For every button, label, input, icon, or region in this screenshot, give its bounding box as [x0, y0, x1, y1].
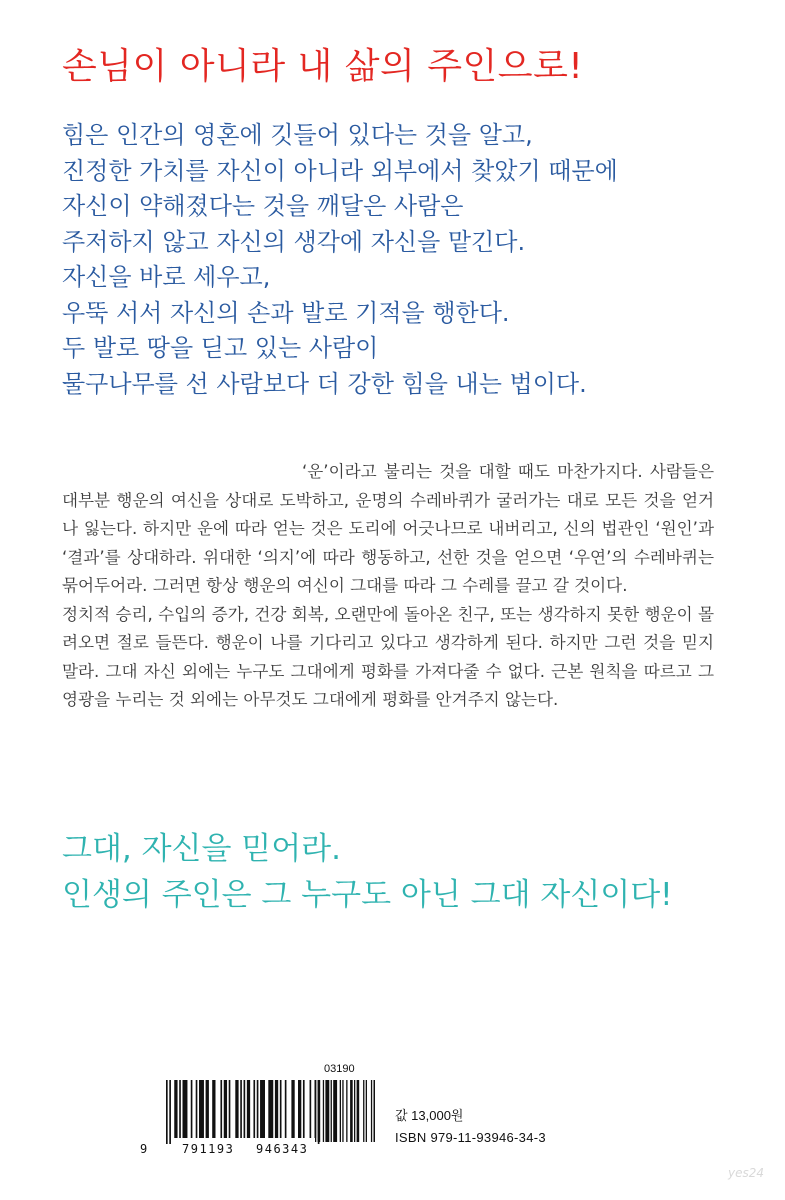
poem-line: 두 발로 땅을 딛고 있는 사람이 — [62, 334, 379, 362]
barcode-main-bars — [166, 1080, 322, 1138]
barcode-left-digits: 791193 — [182, 1142, 235, 1156]
closing-line: 그대, 자신을 믿어라. — [62, 831, 341, 867]
barcode-bar — [303, 1080, 305, 1138]
poem-line: 진정한 가치를 자신이 아니라 외부에서 찾았기 때문에 — [62, 156, 618, 185]
barcode-addon-number: 03190 — [324, 1063, 355, 1075]
barcode-bar — [235, 1080, 238, 1138]
barcode-bar — [285, 1080, 287, 1138]
isbn-number: ISBN 979-11-93946-34-3 — [395, 1130, 546, 1145]
barcode-bar — [196, 1080, 198, 1138]
barcode-lead-digit: 9 — [140, 1142, 148, 1156]
poem-line: 자신이 약해졌다는 것을 깨달은 사람은 — [62, 192, 464, 220]
barcode-bar — [333, 1080, 337, 1142]
poem — [62, 118, 618, 402]
poem-line: 힘은 인간의 영혼에 깃들어 있다는 것을 알고, — [62, 121, 533, 149]
poem-line: 자신을 바로 세우고, — [62, 263, 271, 291]
poem-line: 우뚝 서서 자신의 손과 발로 기적을 행한다. — [62, 298, 510, 327]
barcode-bar — [220, 1080, 222, 1138]
closing-line: 인생의 주인은 그 누구도 아닌 그대 자신이다! — [62, 877, 673, 913]
headline: 손님이 아니라 내 삶의 주인으로! — [62, 46, 584, 87]
price: 값 13,000원 — [395, 1108, 464, 1123]
prose-paragraph: ‘운’이라고 불리는 것을 대할 때도 마찬가지다. 사람들은 대부분 행운의 여신을 상대로 도박하고, 운명의 수레바퀴가 굴러가는 대로 모든 것을 얻거나 잃는다. 하지만 운에 따라 얻는 것은 도리에 어긋나므로 내버리고, 신의 법관인 ‘원인’과 ‘결과’를 상대하라. 위대한 ‘의지’에 따라 행동하고, 선한 것을 얻으면 ‘우연’의 수레바퀴는 묶어두어라. 그러면 항상 행운의 여신이 그대를 따라 그 수레를 끌고 갈 것이다. — [62, 462, 714, 595]
barcode-bar — [183, 1080, 188, 1138]
barcode-bar — [291, 1080, 294, 1138]
barcode-bar — [206, 1080, 209, 1138]
barcode-bar — [374, 1080, 376, 1142]
barcode-bar — [340, 1080, 341, 1142]
barcode-bar — [179, 1080, 181, 1138]
barcode-bar — [318, 1080, 321, 1142]
barcode-bar — [260, 1080, 265, 1138]
poem-line: 주저하지 않고 자신의 생각에 자신을 맡긴다. — [62, 227, 526, 256]
barcode-bar — [253, 1080, 255, 1138]
barcode-bar — [323, 1080, 324, 1142]
barcode-right-digits: 946343 — [256, 1142, 309, 1156]
barcode-bar — [363, 1080, 364, 1142]
barcode-bar — [166, 1080, 168, 1144]
barcode-bar — [244, 1080, 246, 1138]
closing-message — [62, 826, 673, 918]
barcode-bar — [174, 1080, 177, 1138]
barcode-bar — [268, 1080, 273, 1138]
barcode-bar — [298, 1080, 301, 1138]
barcode-bar — [169, 1080, 171, 1144]
barcode-bar — [191, 1080, 193, 1138]
barcode-bar — [240, 1080, 242, 1138]
barcode-bar — [357, 1080, 360, 1142]
barcode-bar — [212, 1080, 215, 1138]
barcode-bar — [275, 1080, 278, 1138]
watermark-logo: yes24 — [728, 1166, 765, 1180]
poem-line: 물구나무를 선 사람보다 더 강한 힘을 내는 법이다. — [62, 369, 587, 398]
barcode-bar — [366, 1080, 367, 1142]
prose-body — [62, 458, 714, 715]
barcode-addon-bars — [315, 1080, 375, 1146]
barcode-bar — [342, 1080, 343, 1142]
barcode-bar — [224, 1080, 227, 1138]
barcode-bar — [325, 1080, 329, 1142]
barcode-bar — [257, 1080, 259, 1138]
barcode-bar — [280, 1080, 282, 1138]
barcode-bar — [331, 1080, 332, 1142]
prose-paragraph: 정치적 승리, 수입의 증가, 건강 회복, 오랜만에 돌아온 친구, 또는 생각하지 못한 행운이 몰려오면 절로 들뜬다. 행운이 나를 기다리고 있다고 생각하게 된다. 하지만 그런 것을 믿지 말라. 그대 자신 외에는 누구도 그대에게 평화를 가져다줄 수 없다. 근본 원칙을 따르고 그 영광을 누리는 것 외에는 아무것도 그대에게 평화를 안겨주지 않는다. — [62, 604, 714, 709]
barcode-bar — [310, 1080, 312, 1138]
barcode-bar — [354, 1080, 355, 1142]
barcode-bar — [247, 1080, 250, 1138]
barcode-bar — [315, 1080, 316, 1142]
barcode-bar — [371, 1080, 372, 1142]
barcode-bar — [199, 1080, 204, 1138]
barcode-bar — [346, 1080, 347, 1142]
barcode-bar — [229, 1080, 231, 1138]
barcode-bar — [350, 1080, 353, 1142]
